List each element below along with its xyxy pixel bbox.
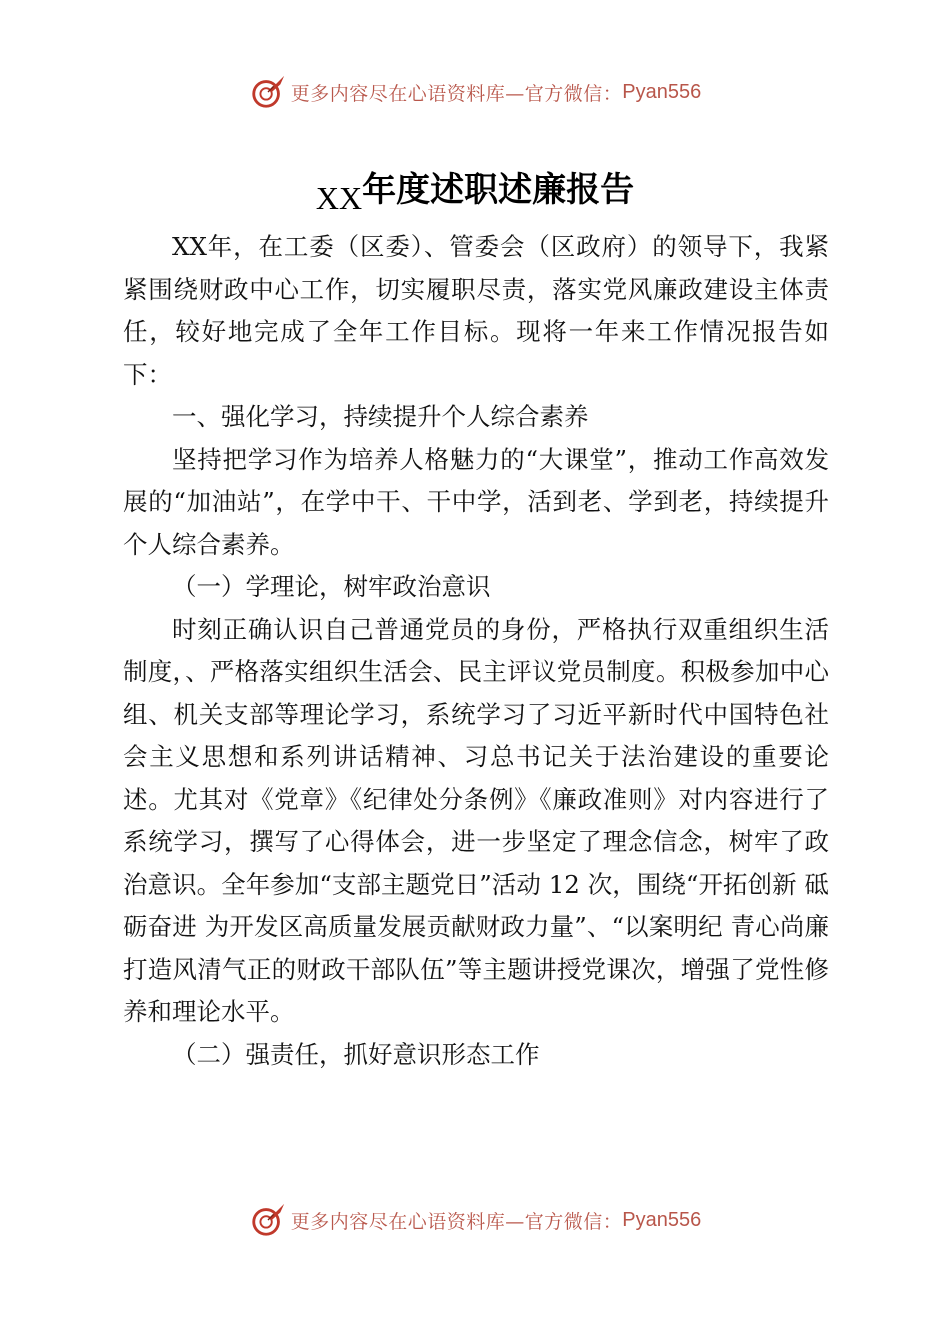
footer-watermark [0, 1198, 950, 1242]
quill-logo-icon [249, 1201, 287, 1239]
subsection-heading-1: （一）学理论，树牢政治意识 [172, 572, 491, 601]
document-body [123, 226, 829, 1076]
title-prefix: XX [315, 180, 363, 216]
title-main: 年度述职述廉报告 [362, 170, 635, 210]
watermark-text: 更多内容尽在心语资料库—官方微信： [290, 1210, 623, 1233]
watermark-wechat-id: Pyan556 [622, 80, 702, 103]
watermark-wechat-id: Pyan556 [622, 1208, 702, 1231]
document-title [0, 162, 950, 216]
subsection-1-paragraph: 时刻正确认识自己普通党员的身份，严格执行双重组织生活制度，、严格落实组织生活会、民主评议党员制度。积极参加中心组、机关支部等理论学习，系统学习了习近平新时代中国特色社会主义思想和系列讲话精神、习总书记关于法治建设的重要论述。尤其对《党章》《纪律处分条例》《廉政准则》对内容进行了系统学习，撰写了心得体会，进一步坚定了理念信念，树牢了政治意识。全年参加“支部主题党日”活动 12 次，围绕“开拓创新 砥砺奋进 为开发区高质量发展贡献财政力量”、“以案明纪 青心尚廉 打造风清气正的财政干部队伍”等主题讲授党课次，增强了党性修养和理论水平。 [123, 614, 829, 1026]
quill-logo-icon [249, 73, 287, 111]
subsection-heading-2: （二）强责任，抓好意识形态工作 [172, 1039, 540, 1069]
intro-paragraph: XX年，在工委（区委）、管委会（区政府）的领导下，我紧紧围绕财政中心工作，切实履职尽责，落实党风廉政建设主体责任，较好地完成了全年工作目标。现将一年来工作情况报告如下： [123, 232, 829, 389]
section-1-paragraph: 坚持把学习作为培养人格魅力的“大课堂”，推动工作高效发展的“加油站”，在学中干、干中学，活到老、学到老，持续提升个人综合素养。 [123, 444, 829, 559]
header-watermark [0, 70, 950, 114]
section-heading-1: 一、强化学习，持续提升个人综合素养 [172, 402, 589, 431]
watermark-text: 更多内容尽在心语资料库—官方微信： [290, 82, 623, 105]
